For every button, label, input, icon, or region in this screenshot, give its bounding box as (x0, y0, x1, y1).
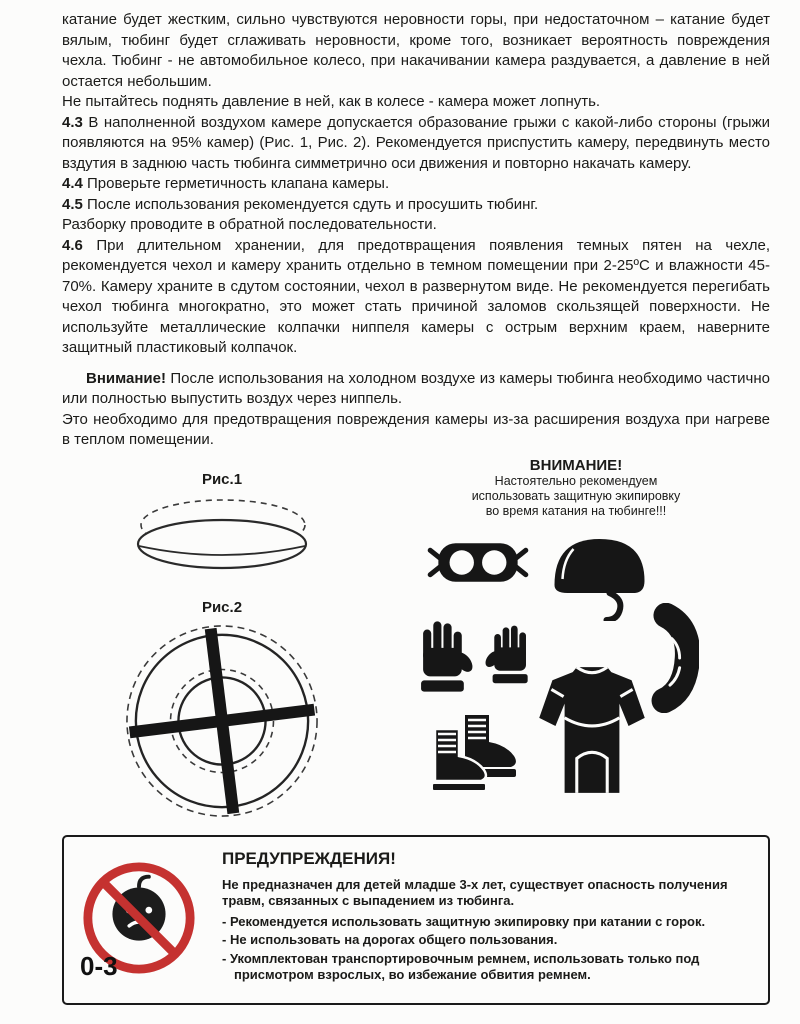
prohibition-sign (74, 847, 216, 995)
warnings-title: ПРЕДУПРЕЖДЕНИЯ! (222, 848, 396, 868)
paragraph-number: 4.6 (62, 236, 83, 254)
equipment-icons (411, 527, 741, 801)
paragraph-number: 4.5 (62, 195, 83, 213)
gloves-icon (417, 611, 531, 701)
warning-item: - Укомплектован транспортировочным ремнем, использовать только под присмотром взрослых, во избежание обвития ремнем. (222, 950, 700, 982)
figures-column (62, 455, 382, 825)
paragraph-number: 4.4 (62, 175, 83, 192)
paragraph (62, 10, 770, 92)
warnings-intro: Не предназначен для детей младше 3-х лет, существует опасность получения травм, связанных с выпадением из тюбинга. (222, 876, 728, 908)
attention-line: Настоятельно рекомендуем (494, 473, 658, 488)
paragraph (62, 410, 770, 451)
paragraph-text: После использования рекомендуется сдуть и просушить тюбинг. (82, 195, 539, 213)
paragraph-text: В наполненной воздухом камере допускается образование грыжи с какой-либо стороны (грыжи появляются на 95% камер) (Рис. 1, Рис. 2). Рекомендуется приспустить камеру, передвинуть место вздутия в заднюю часть тюбинга симметрично оси движения и повторно накачать камеру. (62, 113, 770, 172)
warnings-content (216, 847, 756, 995)
paragraph-attention (62, 369, 770, 410)
attention-title: ВНИМАНИЕ! (529, 456, 623, 474)
paragraph-text: катание будет жестким, сильно чувствуются неровности горы, при недостаточном – катание будет вялым, тюбинг будет сглаживать неровности, кроме того, возникает вероятность повреждения чехла. Тюбинг - не автомобильное колесо, при накачивании камера раздувается, а давление в ней остается небольшим. (62, 11, 770, 90)
warning-item: - Не использовать на дорогах общего пользования. (222, 932, 558, 947)
paragraph (62, 215, 770, 236)
jacket-icon (529, 661, 655, 799)
attention-section (382, 455, 770, 825)
goggles-icon (425, 531, 531, 594)
paragraph-text: Проверьте герметичность клапана камеры. (82, 175, 390, 192)
paragraph-text: Не пытайтесь поднять давление в ней, как в колесе - камера может лопнуть. (62, 93, 601, 110)
figures-section (62, 455, 770, 825)
age-range-label: 0-3 (80, 950, 118, 981)
tube-side-view-figure (131, 494, 313, 578)
paragraph-text: Это необходимо для предотвращения повреждения камеры из-за расширения воздуха при нагреве в теплом помещении. (62, 410, 770, 448)
paragraph-text: Разборку проводите в обратной последовательности. (62, 216, 437, 233)
warnings-box (62, 835, 770, 1005)
paragraph (62, 236, 770, 359)
boots-icon (423, 709, 519, 795)
tube-top-view-figure (123, 622, 321, 820)
attention-line: использовать защитную экипировку (471, 488, 681, 503)
figure-1-label: Рис.1 (201, 470, 243, 488)
attention-word: Внимание! (86, 369, 166, 387)
paragraph-number: 4.3 (62, 113, 83, 131)
paragraph (62, 92, 770, 113)
paragraph (62, 195, 770, 216)
attention-line: во время катания на тюбинге!!! (485, 503, 667, 518)
paragraph (62, 174, 770, 195)
paragraph (62, 113, 770, 175)
paragraph-text: При длительном хранении, для предотвращения появления темных пятен на чехле, рекомендуется чехол и камеру хранить отдельно в темном помещении при 2-25ºС и влажности 45-70%. Камеру храните в сдутом состоянии, чехол в развернутом виде. Не рекомендуется перегибать чехол тюбинга многократно, это может стать причиной заломов скользящей поверхности. Не используйте металлические колпачки ниппеля камеры с острым верхним краем, наверните защитный пластиковый колпачок. (62, 236, 770, 356)
figure-2-label: Рис.2 (201, 598, 243, 616)
paragraph-text: После использования на холодном воздухе из камеры тюбинга необходимо частично или полностью выпустить воздух через ниппель. (62, 369, 770, 407)
warning-item: - Рекомендуется использовать защитную экипировку при катании с горок. (222, 913, 706, 929)
